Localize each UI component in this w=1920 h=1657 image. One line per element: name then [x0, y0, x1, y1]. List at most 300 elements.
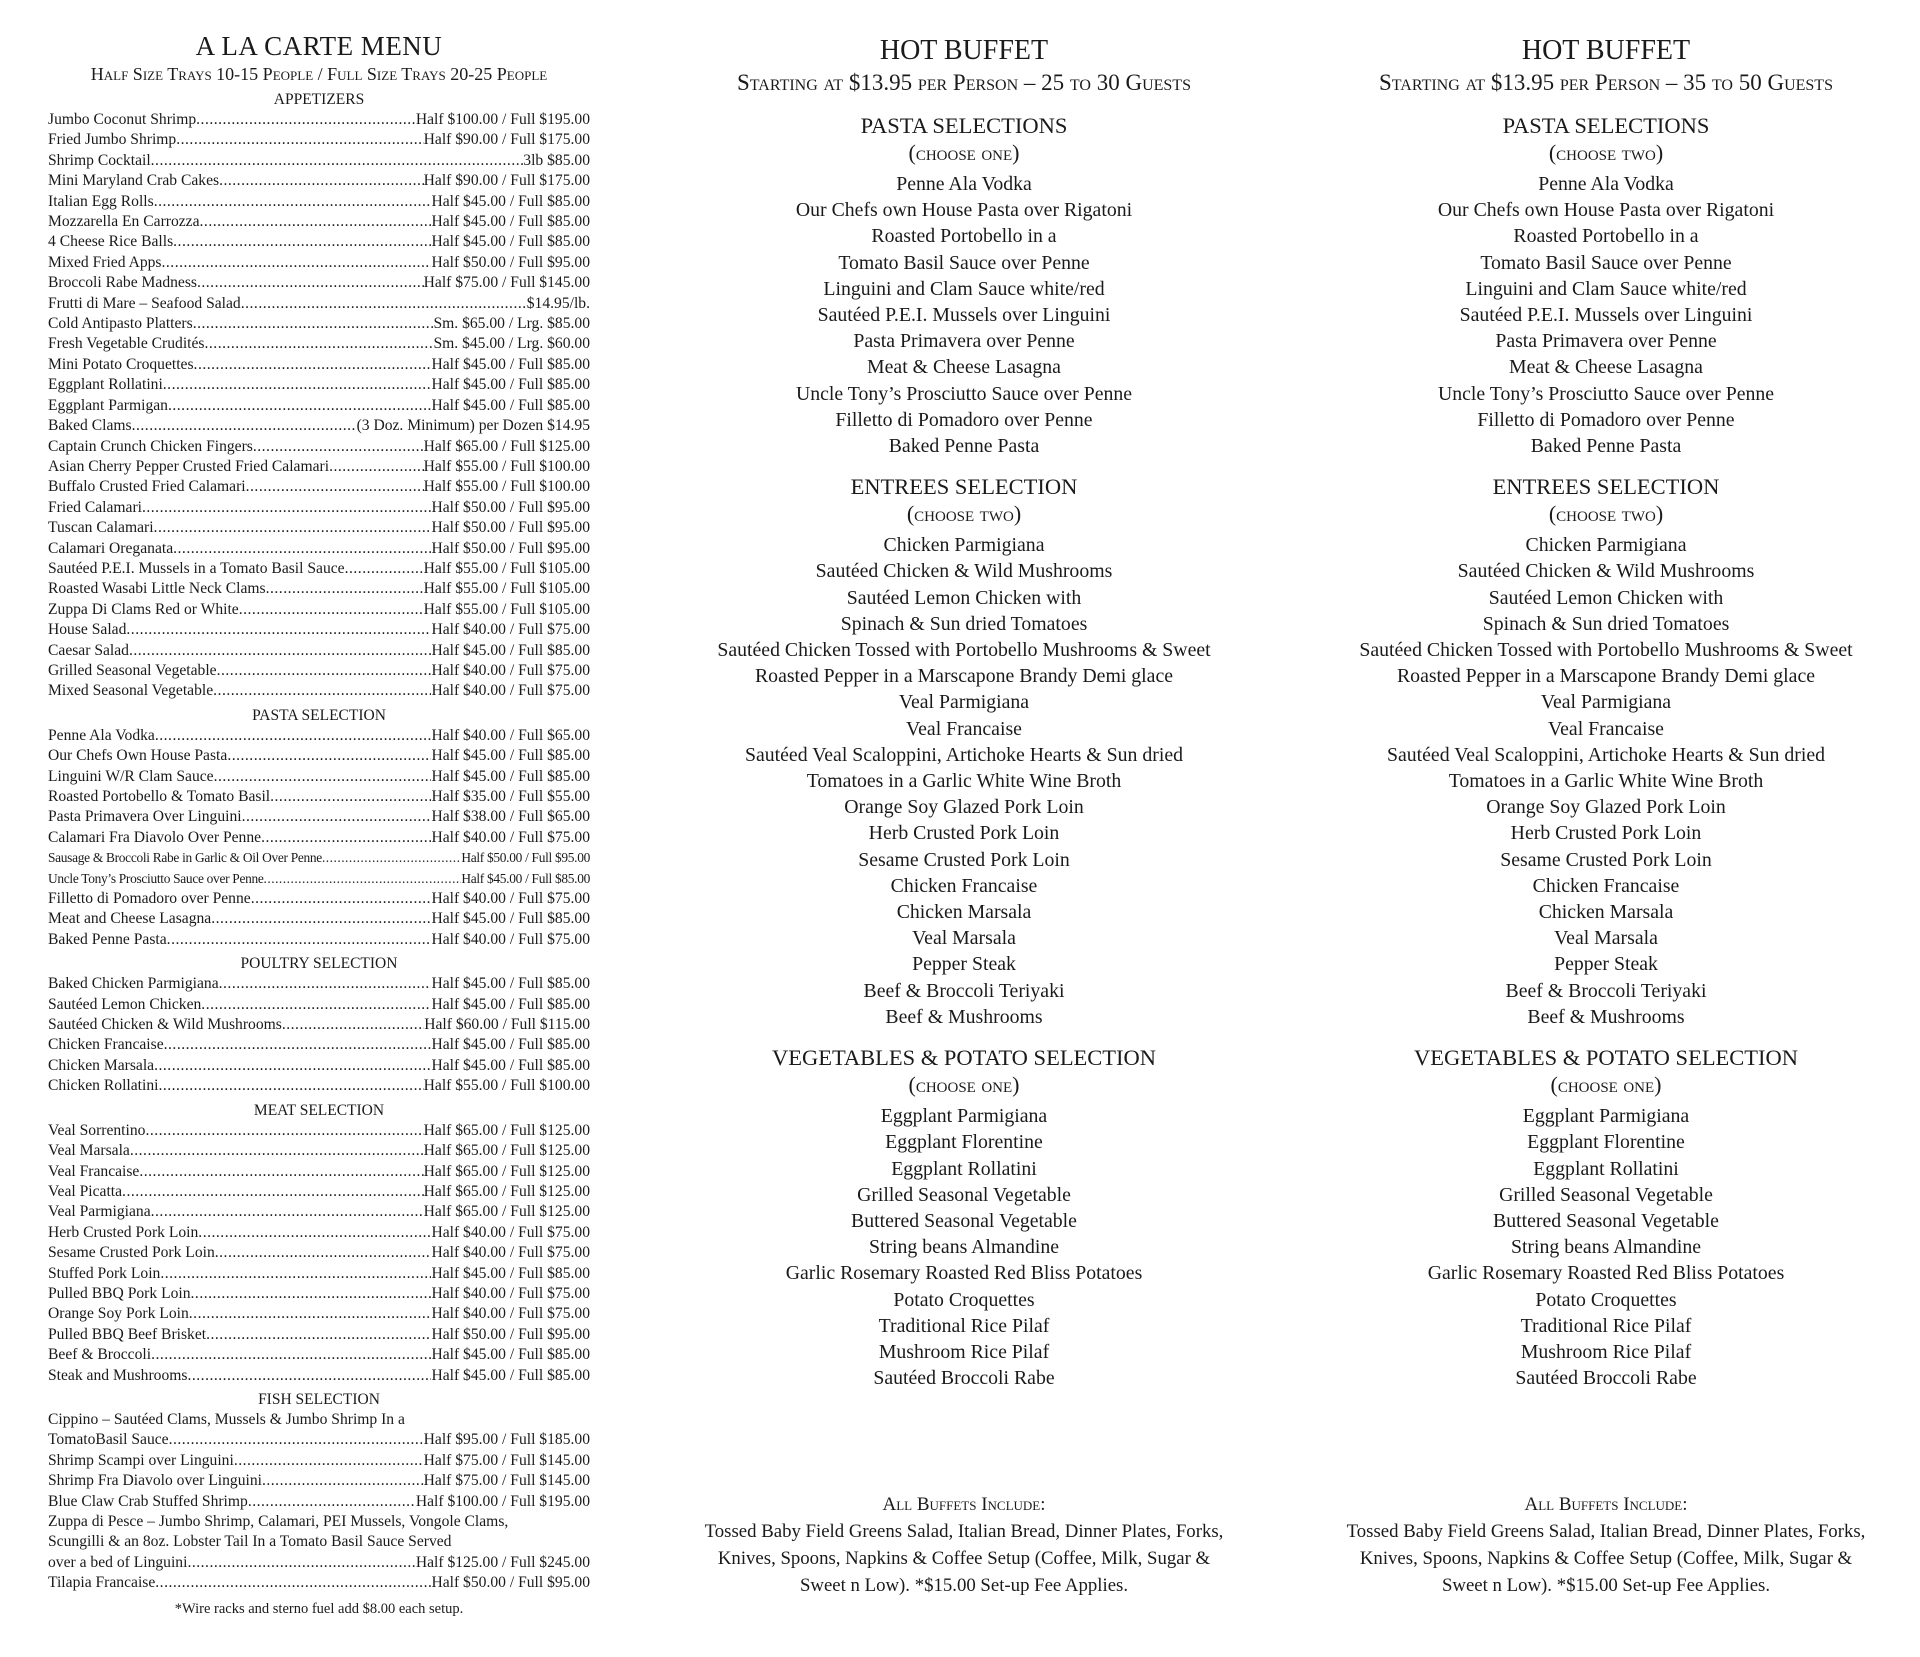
- buffet-item: Uncle Tony’s Prosciutto Sauce over Penne: [795, 382, 1133, 405]
- menu-item: [48, 498, 590, 518]
- item-name: Eggplant Rollatini: [48, 376, 163, 394]
- leader-dots: [154, 192, 432, 212]
- leader-dots: [130, 1141, 424, 1161]
- leader-dots: [168, 396, 431, 416]
- item-price: Half $45.00 / Full $85.00: [431, 376, 590, 394]
- item-price: Half $35.00 / Full $55.00: [431, 788, 590, 805]
- buffet-item: Filletto di Pomadoro over Penne: [835, 408, 1093, 431]
- item-price: Half $50.00 / Full $95.00: [431, 1574, 590, 1592]
- item-name: Meat and Cheese Lasagna: [48, 910, 212, 928]
- item-price: Half $40.00 / Full $75.00: [431, 682, 590, 700]
- leader-dots: [194, 355, 432, 375]
- menu-item: [48, 620, 590, 640]
- leader-dots: [266, 579, 424, 599]
- item-price: Half $45.00 / Full $85.00: [431, 1264, 590, 1282]
- a-la-carte-sections: [48, 90, 590, 1386]
- item-price: Half $55.00 / Full $100.00: [423, 478, 590, 496]
- menu-item: [48, 1471, 590, 1491]
- leader-dots: [345, 559, 424, 579]
- buffet-item: Roasted Portobello in a: [871, 225, 1057, 248]
- leader-dots: [160, 1264, 431, 1284]
- leader-dots: [155, 1573, 431, 1593]
- buffet-item: Sesame Crusted Pork Loin: [1500, 848, 1712, 871]
- leader-dots: [322, 848, 461, 868]
- leader-dots: [213, 681, 431, 701]
- leader-dots: [193, 314, 434, 334]
- item-price: Half $45.00 / Full $85.00: [431, 396, 590, 414]
- menu-item: [48, 1325, 590, 1345]
- includes-line: Tossed Baby Field Greens Salad, Italian Bread, Dinner Plates, Forks,: [1346, 1521, 1866, 1542]
- item-price: Half $50.00 / Full $95.00: [431, 539, 590, 557]
- item-name: Captain Crunch Chicken Fingers: [48, 437, 253, 455]
- menu-item: [48, 1243, 590, 1263]
- leader-dots: [164, 1035, 432, 1055]
- buffet-item: Filletto di Pomadoro over Penne: [1477, 408, 1735, 431]
- item-name: Orange Soy Pork Loin: [48, 1305, 189, 1323]
- menu-item: [48, 1202, 590, 1222]
- item-name: Roasted Portobello & Tomato Basil: [48, 788, 271, 805]
- buffet-item: Pepper Steak: [912, 953, 1016, 976]
- leader-dots: [151, 1202, 424, 1222]
- item-name: Italian Egg Rolls: [48, 192, 154, 210]
- buffet-item: Sautéed Broccoli Rabe: [873, 1367, 1055, 1390]
- menu-item: [48, 518, 590, 538]
- buffet-item: Traditional Rice Pilaf: [1520, 1314, 1692, 1337]
- buffet-item: Eggplant Parmigiana: [1522, 1105, 1690, 1128]
- item-name: Chicken Rollatini: [48, 1077, 159, 1095]
- leader-dots: [206, 1325, 431, 1345]
- menu-item: [48, 253, 590, 273]
- menu-item: [48, 396, 590, 416]
- includes-heading: All Buffets Include:: [1524, 1494, 1688, 1515]
- menu-item: [48, 294, 590, 314]
- item-name: 4 Cheese Rice Balls: [48, 233, 174, 251]
- leader-dots: [214, 767, 432, 787]
- section-heading: APPETIZERS: [273, 91, 365, 108]
- buffet-includes: [1326, 1491, 1886, 1599]
- buffet-item: Our Chefs own House Pasta over Rigatoni: [1437, 199, 1775, 222]
- buffet-item: String beans Almandine: [1510, 1236, 1702, 1259]
- a-la-carte-title: A LA CARTE MENU: [195, 31, 443, 61]
- menu-item: [48, 661, 590, 681]
- a-la-carte-footnote: *Wire racks and sterno fuel add $8.00 each setup.: [174, 1600, 464, 1617]
- item-name: Shrimp Fra Diavolo over Linguini: [48, 1472, 262, 1490]
- buffet-section: [684, 112, 1244, 459]
- item-price: Half $55.00 / Full $105.00: [423, 559, 590, 577]
- item-price: Half $50.00 / Full $95.00: [431, 519, 590, 537]
- menu-item: [48, 273, 590, 293]
- item-name: Sautéed P.E.I. Mussels in a Tomato Basil Sauce: [48, 559, 345, 577]
- buffet-item: Orange Soy Glazed Pork Loin: [1486, 796, 1726, 819]
- menu-item: [48, 1553, 590, 1573]
- menu-item: [48, 1182, 590, 1202]
- menu-item: [48, 192, 590, 212]
- leader-dots: [198, 1223, 431, 1243]
- buffet-item: Chicken Parmigiana: [883, 534, 1045, 557]
- leader-dots: [234, 1451, 424, 1471]
- item-price: Half $100.00 / Full $195.00: [415, 1492, 590, 1510]
- item-name: Chicken Marsala: [48, 1056, 155, 1074]
- section-heading: MEAT SELECTION: [253, 1101, 385, 1119]
- leader-dots: [173, 232, 431, 252]
- menu-item: [48, 787, 590, 807]
- menu-item: [48, 1345, 590, 1365]
- item-price: Half $45.00 / Full $85.00: [431, 1346, 590, 1364]
- menu-item: [48, 355, 590, 375]
- menu-item: [48, 1056, 590, 1076]
- item-name: Sesame Crusted Pork Loin: [48, 1244, 215, 1262]
- menu-item: [48, 110, 590, 130]
- leader-dots: [154, 518, 432, 538]
- choose-note: (choose two): [1548, 140, 1664, 165]
- section-heading: PASTA SELECTION: [252, 706, 386, 724]
- includes-line: Knives, Spoons, Napkins & Coffee Setup (Coffee, Milk, Sugar &: [1359, 1548, 1853, 1569]
- buffet-section: [1326, 473, 1886, 1030]
- item-name: Broccoli Rabe Madness: [48, 274, 197, 292]
- leader-dots: [201, 995, 431, 1015]
- item-name: Veal Marsala: [48, 1142, 130, 1160]
- item-price: Half $95.00 / Full $185.00: [423, 1431, 590, 1449]
- buffet-item: Beef & Broccoli Teriyaki: [1505, 979, 1707, 1002]
- menu-section: [48, 90, 590, 702]
- buffet-item: Pepper Steak: [1554, 953, 1658, 976]
- item-name: Calamari Fra Diavolo Over Penne: [48, 828, 262, 846]
- hot-buffet-small-column: [684, 34, 1244, 1391]
- leader-dots: [151, 1345, 431, 1365]
- item-name: House Salad: [48, 621, 127, 639]
- leader-dots: [200, 212, 432, 232]
- leader-dots: [176, 130, 423, 150]
- buffet-item: Mushroom Rice Pilaf: [1520, 1340, 1692, 1363]
- menu-item: [48, 232, 590, 252]
- item-price: Sm. $45.00 / Lrg. $60.00: [433, 335, 590, 353]
- leader-dots: [211, 909, 431, 929]
- buffet-item: Sautéed Lemon Chicken with: [846, 586, 1082, 609]
- item-name: Calamari Oreganata: [48, 539, 174, 557]
- buffet-section: [684, 1044, 1244, 1391]
- item-name: Veal Parmigiana: [48, 1203, 151, 1221]
- item-name: Linguini W/R Clam Sauce: [48, 767, 214, 785]
- item-price: Half $100.00 / Full $195.00: [415, 111, 590, 128]
- leader-dots: [187, 1366, 431, 1386]
- leader-dots: [251, 889, 432, 909]
- buffet-item: Veal Francaise: [1548, 717, 1664, 740]
- buffet-item: Tomato Basil Sauce over Penne: [1480, 251, 1732, 274]
- menu-item: [48, 767, 590, 787]
- item-price: Half $50.00 / Full $95.00: [431, 498, 590, 516]
- leader-dots: [270, 787, 431, 807]
- buffet-item: Sautéed Veal Scaloppini, Artichoke Hearts & Sun dried: [744, 743, 1184, 766]
- choose-note: (choose one): [908, 1072, 1020, 1098]
- item-name: Shrimp Cocktail: [48, 151, 151, 169]
- buffet-item: Uncle Tony’s Prosciutto Sauce over Penne: [1437, 382, 1775, 405]
- leader-dots: [158, 1076, 423, 1096]
- leader-dots: [145, 1121, 423, 1141]
- buffet-item: Garlic Rosemary Roasted Red Bliss Potatoes: [1427, 1262, 1785, 1285]
- fish-items: [48, 1451, 590, 1512]
- leader-dots: [248, 1492, 416, 1512]
- leader-dots: [142, 498, 431, 518]
- item-name: Buffalo Crusted Fried Calamari: [48, 478, 246, 496]
- menu-item: [48, 437, 590, 457]
- buffet-item: Sautéed P.E.I. Mussels over Linguini: [1459, 304, 1753, 327]
- item-name: Mozzarella En Carrozza: [48, 213, 200, 231]
- buffet-item: Sautéed Broccoli Rabe: [1515, 1367, 1697, 1390]
- leader-dots: [217, 661, 432, 681]
- buffet-item: Eggplant Parmigiana: [880, 1105, 1048, 1128]
- leader-dots: [329, 457, 424, 477]
- buffet-item: Eggplant Rollatini: [1533, 1157, 1679, 1180]
- buffet-item: Spinach & Sun dried Tomatoes: [840, 612, 1088, 635]
- hot-buffet-large-column: [1326, 34, 1886, 1391]
- buffet-item: Beef & Mushrooms: [885, 1005, 1043, 1028]
- buffet-item: Herb Crusted Pork Loin: [868, 822, 1060, 845]
- buffet-item: Baked Penne Pasta: [888, 435, 1040, 458]
- buffet-item: Sautéed Chicken & Wild Mushrooms: [815, 560, 1113, 583]
- item-name: over a bed of Linguini: [48, 1553, 188, 1571]
- buffet-item: Traditional Rice Pilaf: [878, 1314, 1050, 1337]
- menu-item: [48, 600, 590, 620]
- buffet-item: Garlic Rosemary Roasted Red Bliss Potatoes: [785, 1262, 1143, 1285]
- buffet-title: HOT BUFFET: [879, 35, 1049, 66]
- menu-item: [48, 314, 590, 334]
- leader-dots: [205, 334, 434, 354]
- item-price: Half $40.00 / Full $75.00: [431, 1305, 590, 1323]
- zuppa-description: Zuppa di Pesce – Jumbo Shrimp, Calamari, PEI Mussels, Vongole Clams,: [48, 1513, 509, 1530]
- menu-item: [48, 579, 590, 599]
- item-name: Veal Sorrentino: [48, 1121, 146, 1139]
- menu-item: [48, 995, 590, 1015]
- item-name: Veal Picatta: [48, 1182, 123, 1200]
- leader-dots: [261, 828, 431, 848]
- item-name: Mixed Seasonal Vegetable: [48, 682, 214, 700]
- leader-dots: [187, 1553, 415, 1573]
- includes-line: Knives, Spoons, Napkins & Coffee Setup (Coffee, Milk, Sugar &: [717, 1548, 1211, 1569]
- item-name: Asian Cherry Pepper Crusted Fried Calamari: [48, 457, 330, 475]
- item-name: Sautéed Chicken & Wild Mushrooms: [48, 1016, 282, 1034]
- item-name: Mini Potato Croquettes: [48, 355, 194, 373]
- menu-item: [48, 1430, 590, 1450]
- leader-dots: [132, 416, 357, 436]
- item-name: Cold Antipasto Platters: [48, 315, 193, 333]
- item-price: Half $40.00 / Full $75.00: [431, 828, 590, 846]
- buffet-item: Chicken Francaise: [890, 874, 1038, 897]
- menu-item: [48, 559, 590, 579]
- leader-dots: [162, 253, 432, 273]
- menu-item: [48, 1264, 590, 1284]
- item-name: Tuscan Calamari: [48, 519, 154, 537]
- menu-item: [48, 1015, 590, 1035]
- leader-dots: [262, 1471, 424, 1491]
- leader-dots: [191, 1284, 432, 1304]
- buffet-sections: [1326, 112, 1886, 1391]
- leader-dots: [264, 869, 462, 889]
- buffet-item: Spinach & Sun dried Tomatoes: [1482, 612, 1730, 635]
- item-price: $14.95/lb.: [526, 294, 590, 312]
- buffet-item: Eggplant Florentine: [885, 1131, 1043, 1154]
- buffet-item: Linguini and Clam Sauce white/red: [1465, 277, 1747, 300]
- buffet-item: Mushroom Rice Pilaf: [878, 1340, 1050, 1363]
- item-name: Eggplant Parmigan: [48, 396, 168, 414]
- leader-dots: [219, 171, 424, 191]
- menu-item: [48, 828, 590, 848]
- leader-dots: [126, 620, 431, 640]
- menu-item: [48, 1304, 590, 1324]
- item-price: Half $65.00 / Full $125.00: [423, 1162, 590, 1180]
- menu-item: [48, 641, 590, 661]
- leader-dots: [173, 539, 431, 559]
- buffet-includes: [684, 1491, 1244, 1599]
- buffet-item: Veal Parmigiana: [1540, 691, 1672, 714]
- buffet-item: Chicken Marsala: [896, 901, 1032, 924]
- item-name: Baked Clams: [48, 417, 132, 435]
- buffet-item: Sautéed Chicken Tossed with Portobello Mushrooms & Sweet: [717, 639, 1211, 662]
- buffet-item: Chicken Francaise: [1532, 874, 1680, 897]
- buffet-item: Pasta Primavera over Penne: [1495, 330, 1717, 353]
- menu-item: [48, 869, 590, 889]
- menu-item: [48, 1492, 590, 1512]
- menu-item: [48, 909, 590, 929]
- item-name: Baked Penne Pasta: [48, 930, 167, 948]
- item-price: Half $60.00 / Full $115.00: [424, 1016, 590, 1034]
- item-name: TomatoBasil Sauce: [48, 1431, 169, 1449]
- buffet-item: Buttered Seasonal Vegetable: [851, 1209, 1077, 1232]
- fish-section: [48, 1390, 590, 1594]
- buffet-item: Potato Croquettes: [893, 1288, 1035, 1311]
- leader-dots: [139, 1162, 423, 1182]
- item-price: Half $90.00 / Full $175.00: [423, 131, 590, 149]
- buffet-item: Eggplant Florentine: [1527, 1131, 1685, 1154]
- choose-note: (choose two): [1548, 501, 1664, 527]
- item-name: Jumbo Coconut Shrimp: [48, 111, 197, 128]
- item-price: Half $45.00 / Full $85.00: [431, 747, 590, 765]
- item-price: Half $50.00 / Full $95.00: [431, 253, 590, 271]
- item-price: Half $38.00 / Full $65.00: [431, 808, 590, 826]
- buffet-item: Orange Soy Glazed Pork Loin: [844, 796, 1084, 819]
- buffet-item: Roasted Pepper in a Marscapone Brandy Demi glace: [1396, 665, 1815, 688]
- item-name: Fresh Vegetable Crudités: [48, 335, 205, 353]
- item-name: Sausage & Broccoli Rabe in Garlic & Oil Over Penne: [48, 850, 322, 866]
- buffet-item: Meat & Cheese Lasagna: [867, 356, 1061, 379]
- item-name: Chicken Francaise: [48, 1036, 164, 1054]
- leader-dots: [167, 930, 432, 950]
- menu-item: [48, 1223, 590, 1243]
- menu-item: [48, 1284, 590, 1304]
- menu-item: [48, 930, 590, 950]
- buffet-item: Veal Marsala: [1554, 927, 1658, 950]
- item-name: Fried Jumbo Shrimp: [48, 131, 177, 149]
- menu-item: [48, 1162, 590, 1182]
- leader-dots: [253, 437, 424, 457]
- menu-item: [48, 681, 590, 701]
- buffet-item: Beef & Broccoli Teriyaki: [863, 979, 1065, 1002]
- menu-item: [48, 130, 590, 150]
- menu-item: [48, 212, 590, 232]
- buffet-subtitle: Starting at $13.95 per Person – 25 to 30 Guests: [737, 70, 1191, 95]
- buffet-item: Chicken Marsala: [1538, 901, 1674, 924]
- item-price: Half $45.00 / Full $85.00: [431, 213, 590, 231]
- item-price: Half $55.00 / Full $100.00: [423, 1077, 590, 1095]
- item-name: Filletto di Pomadoro over Penne: [48, 890, 251, 908]
- item-name: Mini Maryland Crab Cakes: [48, 172, 220, 190]
- item-name: Frutti di Mare – Seafood Salad: [48, 294, 241, 312]
- item-name: Veal Francaise: [48, 1162, 140, 1180]
- section-heading: VEGETABLES & POTATO SELECTION: [771, 1045, 1157, 1071]
- buffet-item: Pasta Primavera over Penne: [853, 330, 1075, 353]
- menu-section: [48, 706, 590, 950]
- item-price: (3 Doz. Minimum) per Dozen $14.95: [356, 417, 590, 435]
- item-price: Half $40.00 / Full $75.00: [431, 930, 590, 948]
- includes-line: Sweet n Low). *$15.00 Set-up Fee Applies.: [799, 1575, 1129, 1596]
- buffet-item: Veal Francaise: [906, 717, 1022, 740]
- buffet-item: Eggplant Rollatini: [891, 1157, 1037, 1180]
- item-price: Half $40.00 / Full $75.00: [431, 621, 590, 639]
- item-name: Pulled BBQ Beef Brisket: [48, 1325, 207, 1343]
- buffet-item: Penne Ala Vodka: [1538, 173, 1674, 195]
- item-price: Half $65.00 / Full $125.00: [423, 437, 590, 455]
- buffet-item: Linguini and Clam Sauce white/red: [823, 277, 1105, 300]
- buffet-item: Roasted Pepper in a Marscapone Brandy Demi glace: [754, 665, 1173, 688]
- menu-item: [48, 416, 590, 436]
- leader-dots: [197, 273, 424, 293]
- leader-dots: [169, 1430, 424, 1450]
- menu-item: [48, 1076, 590, 1096]
- section-heading: ENTREES SELECTION: [850, 474, 1078, 500]
- item-price: Half $45.00 / Full $85.00: [461, 870, 590, 886]
- buffet-item: Sautéed Veal Scaloppini, Artichoke Hearts & Sun dried: [1386, 743, 1826, 766]
- item-price: Half $55.00 / Full $100.00: [423, 457, 590, 475]
- item-price: Half $65.00 / Full $125.00: [423, 1203, 590, 1221]
- leader-dots: [246, 477, 424, 497]
- item-name: Zuppa Di Clams Red or White: [48, 600, 239, 618]
- item-price: Half $90.00 / Full $175.00: [423, 172, 590, 190]
- menu-section: [48, 954, 590, 1096]
- buffet-item: Veal Parmigiana: [898, 691, 1030, 714]
- item-price: Half $75.00 / Full $145.00: [423, 274, 590, 292]
- item-name: Roasted Wasabi Little Neck Clams: [48, 580, 266, 598]
- item-name: Our Chefs Own House Pasta: [48, 747, 228, 765]
- item-name: Mixed Fried Apps: [48, 253, 162, 271]
- cippino-description: Cippino – Sautéed Clams, Mussels & Jumbo Shrimp In a: [48, 1410, 405, 1428]
- buffet-item: Chicken Parmigiana: [1525, 534, 1687, 557]
- item-price: Half $55.00 / Full $105.00: [423, 600, 590, 618]
- section-heading: ENTREES SELECTION: [1492, 474, 1720, 500]
- a-la-carte-subtitle: Half Size Trays 10-15 People / Full Size Trays 20-25 People: [90, 64, 548, 84]
- buffet-item: Penne Ala Vodka: [896, 173, 1032, 195]
- item-price: Half $45.00 / Full $85.00: [431, 767, 590, 785]
- menu-item: [48, 539, 590, 559]
- buffet-item: Grilled Seasonal Vegetable: [857, 1183, 1071, 1206]
- buffet-subtitle: Starting at $13.95 per Person – 35 to 50 Guests: [1379, 70, 1833, 95]
- buffet-item: Tomato Basil Sauce over Penne: [838, 251, 1090, 274]
- menu-item: [48, 334, 590, 354]
- buffet-item: Sautéed P.E.I. Mussels over Linguini: [817, 304, 1111, 327]
- section-heading: VEGETABLES & POTATO SELECTION: [1413, 1045, 1799, 1071]
- item-price: 3lb $85.00: [523, 151, 590, 169]
- choose-note: (choose one): [908, 140, 1020, 165]
- buffet-item: Our Chefs own House Pasta over Rigatoni: [795, 199, 1133, 222]
- menu-item: [48, 1573, 590, 1593]
- item-name: Herb Crusted Pork Loin: [48, 1223, 199, 1241]
- item-price: Half $125.00 / Full $245.00: [415, 1553, 590, 1571]
- menu-item: [48, 1366, 590, 1386]
- item-price: Half $45.00 / Full $85.00: [431, 192, 590, 210]
- menu-item: [48, 457, 590, 477]
- menu-item: [48, 726, 590, 746]
- item-price: Half $40.00 / Full $75.00: [431, 1244, 590, 1262]
- item-name: Caesar Salad: [48, 641, 129, 659]
- buffet-item: Sautéed Chicken & Wild Mushrooms: [1457, 560, 1755, 583]
